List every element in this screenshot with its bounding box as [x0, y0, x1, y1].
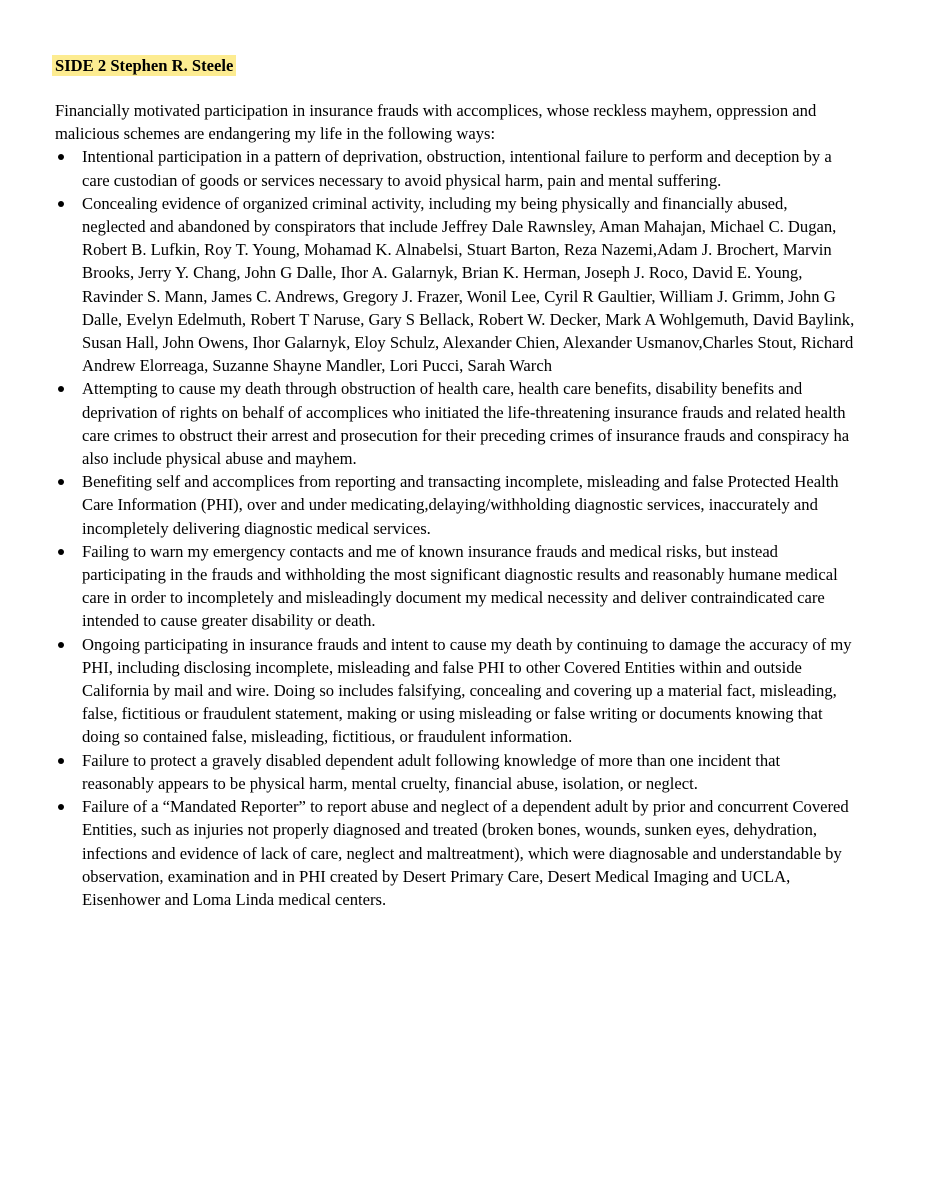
- list-item: [55, 633, 855, 749]
- list-item-text: Failure to protect a gravely disabled dependent adult following knowledge of more than one incident that reasonably appears to be physical harm, mental cruelty, financial abuse, isolation, or neglect.: [82, 750, 781, 793]
- list-item: [55, 749, 855, 795]
- list-item-text: Ongoing participating in insurance frauds and intent to cause my death by continuing to damage the accuracy of my PHI, including disclosing incomplete, misleading and false PHI to other Covered Entities within and outside California by mail and wire. Doing so includes falsifying, concealing and covering up a material fact, misleading, false, fictitious or fraudulent statement, making or using misleading or false writing or documents knowing that doing so contained false, misleading, fictitious, or fraudulent information.: [82, 634, 852, 747]
- list-item-text: Failing to warn my emergency contacts and me of known insurance frauds and medical risks, but instead participating in the frauds and withholding the most significant diagnostic results and reasonably humane medical care in order to incompletely and misleadingly document my medical necessity and deliver contraindicated care intended to cause greater disability or death.: [82, 541, 838, 631]
- list-item: [55, 192, 855, 378]
- list-item: [55, 540, 855, 633]
- list-item: [55, 795, 855, 911]
- bullet-icon: [58, 758, 64, 764]
- bullet-icon: [58, 154, 64, 160]
- allegations-list: [55, 145, 855, 911]
- bullet-icon: [58, 479, 64, 485]
- list-item-text: Concealing evidence of organized criminal activity, including my being physically and financially abused, neglected and abandoned by conspirators that include Jeffrey Dale Rawnsley, Aman Mahajan, Michael C. Dugan, Robert B. Lufkin, Roy T. Young, Mohamad K. Alnabelsi, Stuart Barton, Reza Nazemi,Adam J. Brochert, Marvin Brooks, Jerry Y. Chang, John G Dalle, Ihor A. Galarnyk, Brian K. Herman, Joseph J. Roco, David E. Young, Ravinder S. Mann, James C. Andrews, Gregory J. Frazer, Wonil Lee, Cyril R Gaultier, William J. Grimm, John G Dalle, Evelyn Edelmuth, Robert T Naruse, Gary S Bellack, Robert W. Decker, Mark A Wohlgemuth, David Baylink, Susan Hall, John Owens, Ihor Galarnyk, Eloy Schulz, Alexander Chien, Alexander Usmanov,Charles Stout, Richard Andrew Elorreaga, Suzanne Shayne Mandler, Lori Pucci, Sarah Warch: [82, 193, 855, 376]
- bullet-icon: [58, 804, 64, 810]
- bullet-icon: [58, 386, 64, 392]
- bullet-icon: [58, 549, 64, 555]
- list-item-text: Attempting to cause my death through obstruction of health care, health care benefits, disability benefits and deprivation of rights on behalf of accomplices who initiated the life-threatening insurance frauds and related health care crimes to obstruct their arrest and prosecution for their preceding crimes of insurance frauds and conspiracy ha also include physical abuse and mayhem.: [82, 379, 850, 469]
- list-item: [55, 145, 855, 191]
- list-item-text: Failure of a “Mandated Reporter” to report abuse and neglect of a dependent adult by prior and concurrent Covered Entities, such as injuries not properly diagnosed and treated (broken bones, wounds, sunken eyes, dehydration, infections and evidence of lack of care, neglect and maltreatment), which were diagnosable and understandable by observation, examination and in PHI created by Desert Primary Care, Desert Medical Imaging and UCLA, Eisenhower and Loma Linda medical centers.: [82, 797, 849, 909]
- list-item: [55, 470, 855, 540]
- intro-paragraph: Financially motivated participation in insurance frauds with accomplices, whose reckless mayhem, oppression and malicious schemes are endangering my life in the following ways:: [55, 101, 817, 144]
- bullet-icon: [58, 201, 64, 207]
- bullet-icon: [58, 642, 64, 648]
- document-heading: SIDE 2 Stephen R. Steele: [52, 55, 236, 76]
- list-item-text: Intentional participation in a pattern of deprivation, obstruction, intentional failure to perform and deception by a care custodian of goods or services necessary to avoid physical harm, pain and mental suffering.: [82, 147, 832, 190]
- document-page: [55, 55, 855, 911]
- list-item: [55, 377, 855, 470]
- list-item-text: Benefiting self and accomplices from reporting and transacting incomplete, misleading and false Protected Health Care Information (PHI), over and under medicating,delaying/withholding diagnostic services, inaccurately and incompletely delivering diagnostic medical services.: [82, 472, 839, 538]
